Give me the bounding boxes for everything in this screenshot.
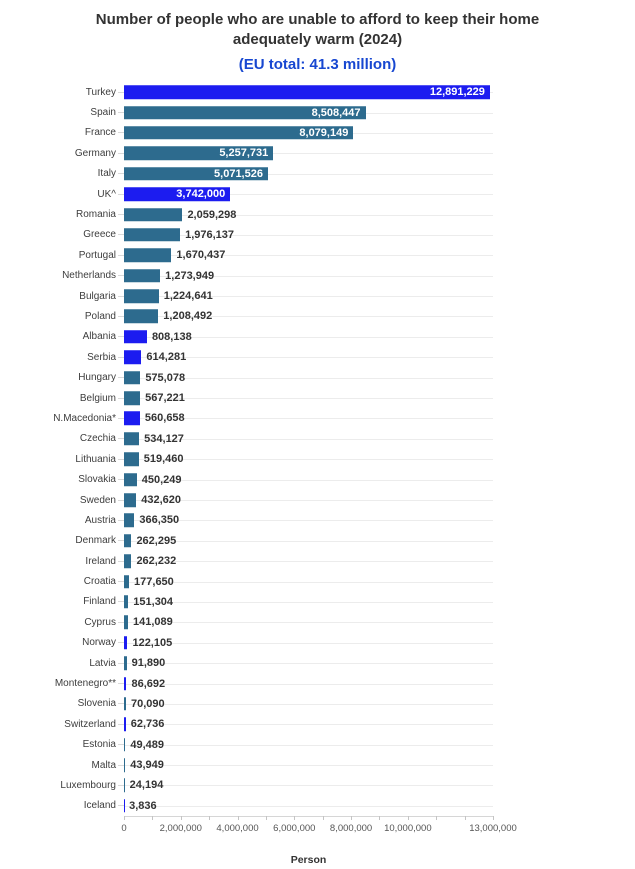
row-plot-area <box>124 266 493 286</box>
country-label: Austria <box>84 514 116 526</box>
value-label: 534,127 <box>144 432 184 445</box>
value-label: 262,295 <box>136 534 177 547</box>
bar-iceland <box>124 799 125 813</box>
country-label: Bulgaria <box>79 290 116 302</box>
bar-row <box>0 653 635 673</box>
row-plot-area <box>124 469 493 489</box>
country-label: N.Macedonia* <box>53 412 116 424</box>
row-gridline <box>124 785 493 786</box>
bar-albania <box>124 330 147 344</box>
bar-row <box>0 510 635 530</box>
bar-slovenia <box>124 697 126 711</box>
value-label: 8,508,447 <box>311 106 361 119</box>
bar-row <box>0 306 635 326</box>
x-tick-label: 0 <box>121 823 127 835</box>
country-label: Greece <box>83 229 116 241</box>
value-label: 3,836 <box>129 799 157 812</box>
row-plot-area <box>124 408 493 428</box>
bar-row <box>0 592 635 612</box>
row-gridline <box>124 684 493 685</box>
row-gridline <box>124 724 493 725</box>
value-label: 575,078 <box>145 371 186 384</box>
bar-bulgaria <box>124 289 159 303</box>
country-label: Lithuania <box>75 453 116 465</box>
x-tick-mark <box>294 816 295 820</box>
bar-row <box>0 102 635 122</box>
row-plot-area <box>124 225 493 245</box>
country-label: Czechia <box>79 433 116 445</box>
country-label: Cyprus <box>84 616 116 628</box>
bar-row <box>0 735 635 755</box>
row-plot-area <box>124 327 493 347</box>
bar-row <box>0 796 635 816</box>
bar-denmark <box>124 534 131 548</box>
value-label: 8,079,149 <box>299 126 349 139</box>
country-label: Spain <box>90 107 116 119</box>
bar-norway <box>124 636 127 650</box>
value-label: 2,059,298 <box>187 208 237 221</box>
value-label: 43,949 <box>130 759 164 772</box>
row-gridline <box>124 622 493 623</box>
bar-row <box>0 469 635 489</box>
value-label: 1,224,641 <box>163 290 213 303</box>
row-plot-area <box>124 123 493 143</box>
country-label: Belgium <box>79 392 116 404</box>
country-label: Croatia <box>83 576 116 588</box>
x-axis <box>121 816 517 840</box>
x-tick-mark <box>379 816 380 820</box>
row-plot-area <box>124 531 493 551</box>
row-plot-area <box>124 633 493 653</box>
row-gridline <box>124 806 493 807</box>
row-plot-area <box>124 245 493 265</box>
value-label: 560,658 <box>144 412 185 425</box>
x-tick-mark <box>465 816 466 820</box>
row-plot-area <box>124 775 493 795</box>
x-axis-title: Person <box>290 854 327 867</box>
chart-subtitle: (EU total: 41.3 million) <box>238 56 397 73</box>
row-plot-area <box>124 592 493 612</box>
row-plot-area <box>124 755 493 775</box>
value-label: 808,138 <box>151 330 192 343</box>
row-gridline <box>124 582 493 583</box>
bar-finland <box>124 595 128 609</box>
country-label: Germany <box>74 147 116 159</box>
country-label: Romania <box>75 209 116 221</box>
country-label: Malta <box>91 759 116 771</box>
row-gridline <box>124 520 493 521</box>
x-tick-mark <box>351 816 352 820</box>
bar-croatia <box>124 575 129 589</box>
x-tick-mark <box>323 816 324 820</box>
x-tick-mark <box>408 816 409 820</box>
chart-header <box>0 0 635 74</box>
bar-row <box>0 714 635 734</box>
value-label: 141,089 <box>133 616 173 629</box>
x-tick-label: 2,000,000 <box>159 823 202 835</box>
x-tick-label: 10,000,000 <box>384 823 432 835</box>
row-plot-area <box>124 714 493 734</box>
bar-row <box>0 82 635 102</box>
row-gridline <box>124 663 493 664</box>
country-label: Finland <box>83 596 116 608</box>
value-label: 262,232 <box>136 555 177 568</box>
bar-row <box>0 775 635 795</box>
row-plot-area <box>124 796 493 816</box>
bar-row <box>0 143 635 163</box>
row-gridline <box>124 561 493 562</box>
row-plot-area <box>124 143 493 163</box>
x-tick-mark <box>266 816 267 820</box>
bar-poland <box>124 310 158 324</box>
row-plot-area <box>124 551 493 571</box>
bar-row <box>0 673 635 693</box>
bar-portugal <box>124 249 171 263</box>
value-label: 1,976,137 <box>185 228 235 241</box>
value-label: 12,891,229 <box>429 86 485 99</box>
bar-switzerland <box>124 718 126 732</box>
x-tick-label: 8,000,000 <box>329 823 373 835</box>
value-label: 122,105 <box>132 636 173 649</box>
bar-row <box>0 571 635 591</box>
bar-ireland <box>124 554 131 568</box>
country-label: Albania <box>82 331 116 343</box>
x-tick-mark <box>493 816 494 820</box>
bar-row <box>0 429 635 449</box>
x-tick-mark <box>152 816 153 820</box>
x-tick-label: 4,000,000 <box>216 823 259 835</box>
row-plot-area <box>124 653 493 673</box>
bar-estonia <box>124 738 125 752</box>
bar-row <box>0 327 635 347</box>
row-gridline <box>124 643 493 644</box>
bar-row <box>0 204 635 224</box>
country-label: Netherlands <box>62 270 116 282</box>
row-plot-area <box>124 184 493 204</box>
country-label: Ireland <box>85 555 116 567</box>
x-tick-mark <box>124 816 125 820</box>
value-label: 1,273,949 <box>165 269 215 282</box>
bar-cyprus <box>124 616 128 630</box>
country-label: Sweden <box>79 494 116 506</box>
country-label: Iceland <box>83 800 116 812</box>
value-label: 86,692 <box>131 677 166 690</box>
x-tick-mark <box>181 816 182 820</box>
bar-slovakia <box>124 473 137 487</box>
country-label: UK^ <box>97 188 116 200</box>
value-label: 49,489 <box>130 738 165 751</box>
row-plot-area <box>124 571 493 591</box>
bar-row <box>0 490 635 510</box>
value-label: 151,304 <box>133 595 174 608</box>
value-label: 177,650 <box>134 575 174 588</box>
row-plot-area <box>124 490 493 510</box>
row-plot-area <box>124 204 493 224</box>
value-label: 432,620 <box>141 494 182 506</box>
x-tick-label: 13,000,000 <box>469 823 517 835</box>
row-plot-area <box>124 164 493 184</box>
country-label: Latvia <box>89 657 116 669</box>
bar-montenegro <box>124 677 126 691</box>
bar-row <box>0 755 635 775</box>
row-plot-area <box>124 82 493 102</box>
value-label: 62,736 <box>130 718 165 731</box>
bar-row <box>0 266 635 286</box>
bar-belgium <box>124 391 140 405</box>
country-label: Poland <box>84 310 116 322</box>
row-plot-area <box>124 429 493 449</box>
bar-greece <box>124 228 180 242</box>
country-label: Luxembourg <box>60 779 116 791</box>
value-label: 450,249 <box>141 473 182 486</box>
bar-lithuania <box>124 452 139 466</box>
bar-serbia <box>124 351 141 365</box>
value-label: 614,281 <box>146 351 187 364</box>
country-label: Denmark <box>75 535 116 547</box>
row-plot-area <box>124 388 493 408</box>
bar-row <box>0 694 635 714</box>
bar-row <box>0 245 635 265</box>
row-plot-area <box>124 510 493 530</box>
x-axis-line <box>124 816 493 817</box>
x-tick-label: 6,000,000 <box>273 823 316 835</box>
row-plot-area <box>124 735 493 755</box>
bar-row <box>0 123 635 143</box>
x-tick-mark <box>238 816 239 820</box>
country-label: Montenegro** <box>54 678 116 690</box>
bar-malta <box>124 758 125 772</box>
value-label: 5,071,526 <box>214 167 263 180</box>
value-label: 519,460 <box>143 453 184 466</box>
row-plot-area <box>124 286 493 306</box>
country-label: Switzerland <box>64 718 116 730</box>
country-label: Hungary <box>78 372 116 384</box>
country-label: Slovenia <box>77 698 116 710</box>
bar-row <box>0 449 635 469</box>
country-label: Norway <box>82 637 116 649</box>
bar-nmacedonia <box>124 412 140 426</box>
row-gridline <box>124 765 493 766</box>
bar-austria <box>124 514 134 528</box>
country-label: Italy <box>97 168 116 180</box>
row-gridline <box>124 541 493 542</box>
row-plot-area <box>124 673 493 693</box>
country-label: Turkey <box>85 86 116 98</box>
country-label: Serbia <box>87 351 116 363</box>
bar-row <box>0 388 635 408</box>
value-label: 91,890 <box>131 657 166 670</box>
bar-czechia <box>124 432 139 446</box>
country-label: Portugal <box>78 249 116 261</box>
bar-hungary <box>124 371 140 385</box>
value-label: 1,208,492 <box>163 310 213 323</box>
row-gridline <box>124 745 493 746</box>
x-tick-mark <box>209 816 210 820</box>
bar-latvia <box>124 656 127 670</box>
bar-romania <box>124 208 182 222</box>
bar-row <box>0 612 635 632</box>
value-label: 70,090 <box>130 697 165 710</box>
row-gridline <box>124 704 493 705</box>
bar-row <box>0 164 635 184</box>
chart-title: Number of people who are unable to afford to keep their home adequately warm (2024) <box>95 11 540 48</box>
bar-row <box>0 225 635 245</box>
bar-sweden <box>124 493 136 507</box>
row-gridline <box>124 602 493 603</box>
value-label: 5,257,731 <box>219 147 269 160</box>
bar-netherlands <box>124 269 160 283</box>
bar-row <box>0 408 635 428</box>
country-label: Slovakia <box>78 474 116 486</box>
value-label: 1,670,437 <box>176 249 226 262</box>
value-label: 366,350 <box>139 514 180 527</box>
bar-row <box>0 551 635 571</box>
bar-chart <box>0 82 635 816</box>
row-plot-area <box>124 306 493 326</box>
value-label: 24,194 <box>129 779 164 792</box>
row-plot-area <box>124 367 493 387</box>
bar-row <box>0 367 635 387</box>
country-label: France <box>84 127 116 139</box>
bar-luxembourg <box>124 779 125 793</box>
bar-row <box>0 184 635 204</box>
bar-row <box>0 531 635 551</box>
x-tick-mark <box>436 816 437 820</box>
value-label: 567,221 <box>145 392 185 405</box>
bar-row <box>0 633 635 653</box>
country-label: Estonia <box>82 739 116 751</box>
bar-row <box>0 286 635 306</box>
row-plot-area <box>124 612 493 632</box>
row-plot-area <box>124 694 493 714</box>
row-plot-area <box>124 347 493 367</box>
value-label: 3,742,000 <box>176 188 226 201</box>
bar-row <box>0 347 635 367</box>
row-plot-area <box>124 449 493 469</box>
row-plot-area <box>124 102 493 122</box>
